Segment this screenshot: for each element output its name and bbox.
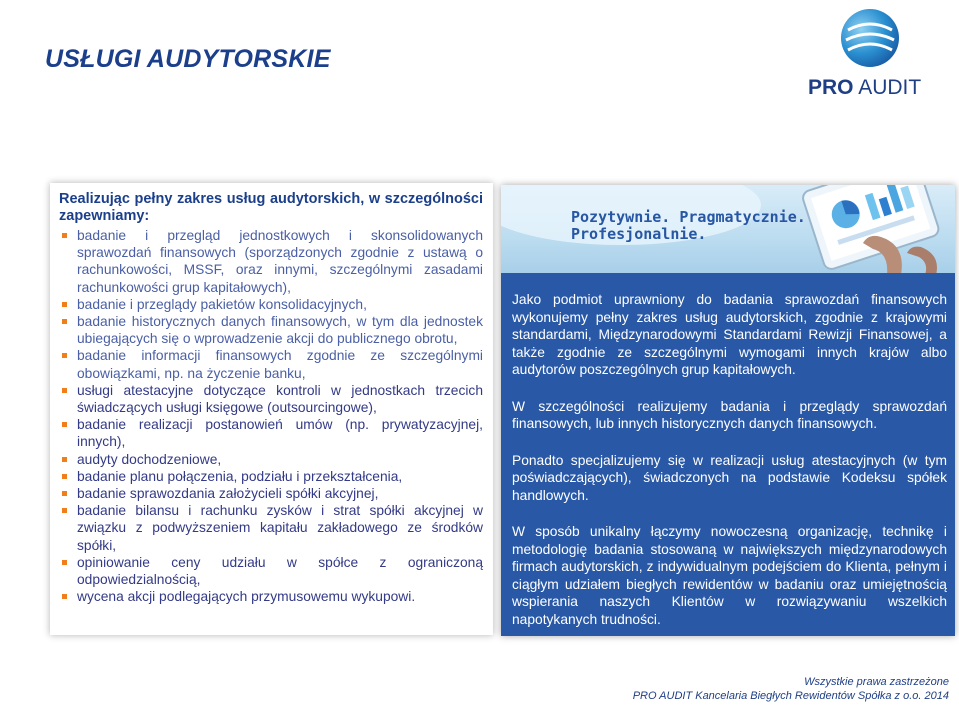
bullet-icon: [62, 233, 67, 238]
services-heading: Realizując pełny zakres usług audytorskich, w szczególności zapewniamy:: [59, 191, 483, 224]
service-item-text: wycena akcji podlegających przymusowemu wykupowi.: [77, 589, 416, 605]
page-title: USŁUGI AUDYTORSKIE: [45, 45, 331, 73]
service-item-text: usługi atestacyjne dotyczące kontroli w jednostkach trzecich świadczących usługi księgowe (outsourcingowe),: [77, 382, 483, 416]
service-item: [59, 554, 483, 588]
footer: [633, 675, 949, 703]
service-item: [59, 468, 483, 485]
service-item-text: audyty dochodzeniowe,: [77, 451, 222, 467]
bullet-icon: [62, 474, 67, 479]
about-paragraph: W sposób unikalny łączymy nowoczesną organizację, technikę i metodologię badania stosowaną w największych międzynarodowych firmach audytorskich, z indywidualnym podejściem do Klienta, pełnym i ciągłym udziałem biegłych rewidentów w badaniu oraz umiejętnością wspierania naszych Klientów w rozwiązywaniu wszelkich napotykanych trudności.: [512, 524, 947, 627]
tagline: [571, 209, 806, 243]
bullet-icon: [62, 508, 67, 513]
service-item-text: badanie sprawozdania założycieli spółki akcyjnej,: [77, 486, 379, 502]
about-paragraph: Ponadto specjalizujemy się w realizacji usług atestacyjnych (w tym poświadczających), świadczonych na podstawie Kodeksu spółek handlowych.: [512, 452, 947, 503]
service-item: [59, 296, 483, 313]
service-item: [59, 588, 483, 605]
bullet-icon: [62, 319, 67, 324]
service-item-text: badanie historycznych danych finansowych, w tym dla jednostek ubiegających się o wprowadzenie akcji do publicznego obrotu,: [77, 314, 483, 347]
about-panel: [501, 185, 955, 636]
bullet-icon: [62, 353, 67, 358]
bullet-icon: [62, 594, 67, 599]
service-item: [59, 416, 483, 450]
services-list-panel: [50, 183, 493, 635]
logo-word-pro: PRO: [808, 76, 854, 99]
service-item: [59, 313, 483, 347]
about-text: [512, 291, 947, 636]
service-item-text: badanie informacji finansowych zgodnie ze szczególnymi obowiązkami, np. na życzenie banku,: [77, 348, 483, 381]
service-item: [59, 502, 483, 554]
service-item: [59, 485, 483, 502]
about-paragraph: Jako podmiot uprawniony do badania sprawozdań finansowych wykonujemy pełny zakres usług audytorskich, zgodnie z krajowymi standardami, Międzynarodowymi Standardami Rewizji Finansowej, a także zgodnie ze szczególnymi wymogami innych krajów albo audytorów poszczególnych grup kapitałowych.: [512, 292, 947, 377]
logo-sphere-icon: [838, 6, 902, 70]
tagline-line-2: Profesjonalnie.: [571, 225, 707, 243]
bullet-icon: [62, 388, 67, 393]
logo-word-audit: AUDIT: [858, 76, 922, 99]
services-list: [59, 227, 483, 605]
service-item-text: badanie bilansu i rachunku zysków i strat spółki akcyjnej w związku z podwyższeniem kapitału zakładowego ze środków spółki,: [77, 503, 483, 553]
service-item-text: badanie planu połączenia, podziału i przekształcenia,: [77, 468, 403, 484]
service-item-text: badanie realizacji postanowień umów (np. prywatyzacyjnej, innych),: [77, 417, 483, 450]
service-item-text: opiniowanie ceny udziału w spółce z ograniczoną odpowiedzialnością,: [77, 554, 483, 588]
bullet-icon: [62, 422, 67, 427]
service-item-text: badanie i przegląd jednostkowych i skonsolidowanych sprawozdań finansowych (sporządzonych zgodnie z ustawą o rachunkowości, MSSF, oraz innymi, szczególnymi zasadami rachunkowości grup kapitałowych),: [77, 228, 483, 295]
bullet-icon: [62, 560, 67, 565]
logo-wordmark: [808, 76, 948, 100]
service-item: [59, 451, 483, 468]
banner-image: [501, 185, 955, 273]
about-paragraph: W szczególności realizujemy badania i przeglądy sprawozdań finansowych, lub innych historycznych danych finansowych.: [512, 398, 947, 431]
service-item: [59, 382, 483, 416]
footer-rights: Wszystkie prawa zastrzeżone: [804, 676, 949, 688]
service-item: [59, 347, 483, 381]
bullet-icon: [62, 302, 67, 307]
footer-company: PRO AUDIT Kancelaria Biegłych Rewidentów Spółka z o.o. 2014: [632, 690, 949, 702]
bullet-icon: [62, 491, 67, 496]
pro-audit-logo: [808, 6, 948, 102]
tagline-line-1: Pozytywnie. Pragmatycznie.: [571, 208, 806, 226]
service-item-text: badanie i przeglądy pakietów konsolidacyjnych,: [77, 296, 367, 312]
service-item: [59, 227, 483, 296]
bullet-icon: [62, 457, 67, 462]
